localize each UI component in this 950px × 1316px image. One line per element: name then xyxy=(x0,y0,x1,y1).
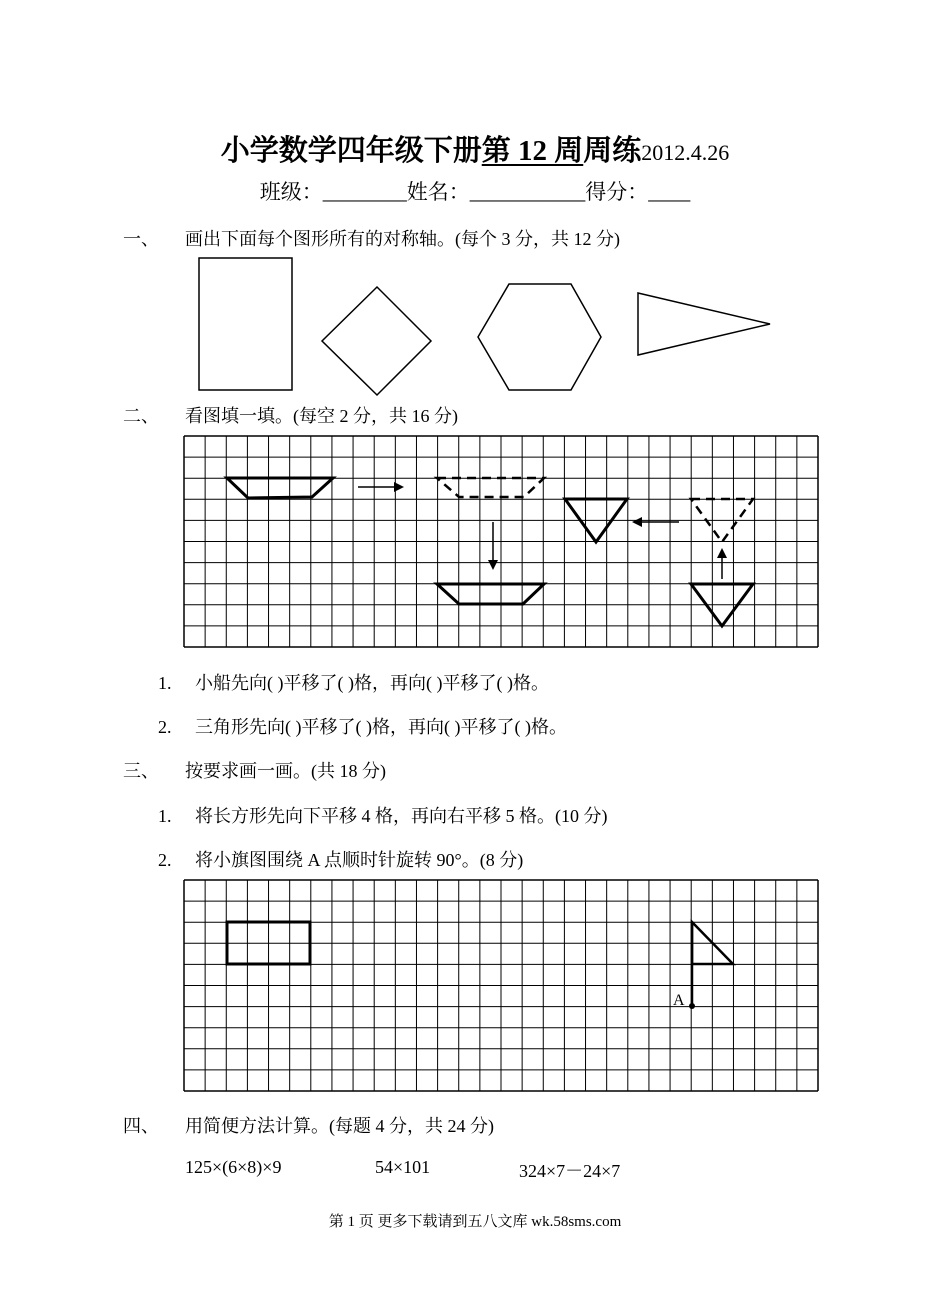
question-2-2-text: 三角形先向( )平移了( )格，再向( )平移了( )格。 xyxy=(195,717,567,737)
question-2-1-text: 小船先向( )平移了( )格，再向( )平移了( )格。 xyxy=(195,673,549,693)
boat-dashed xyxy=(437,478,544,497)
section-3-number: 三、 xyxy=(123,761,159,781)
page-title: 小学数学四年级下册第 12 周周练2012.4.26 xyxy=(220,135,730,167)
section-1-text: 画出下面每个图形所有的对称轴。(每个 3 分，共 12 分) xyxy=(185,229,620,249)
section-4-number: 四、 xyxy=(123,1116,159,1136)
section-2 xyxy=(123,402,458,428)
square-shape xyxy=(322,287,431,395)
title-week: 第 12 周 xyxy=(481,135,584,167)
title-date: 2012.4.26 xyxy=(641,140,730,165)
arrow-left xyxy=(632,517,679,527)
section-1-number: 一、 xyxy=(123,229,159,249)
grid-translation xyxy=(184,436,818,647)
expression-1: 125×(6×8)×9 xyxy=(185,1157,282,1177)
section-2-number: 二、 xyxy=(123,406,159,426)
grid-drawing xyxy=(184,880,818,1091)
arrow-up xyxy=(717,548,727,579)
rectangle-shape xyxy=(199,258,292,390)
section-3-text: 按要求画一画。(共 18 分) xyxy=(185,761,386,781)
question-3-2-text: 将小旗图围绕 A 点顺时针旋转 90°。(8 分) xyxy=(195,850,524,870)
question-3-1-text: 将长方形先向下平移 4 格，再向右平移 5 格。(10 分) xyxy=(195,806,608,826)
question-2-2: 2. 三角形先向( )平移了( )格，再向( )平移了( )格。 xyxy=(158,717,567,737)
question-3-1: 1. 将长方形先向下平移 4 格，再向右平移 5 格。(10 分) xyxy=(158,806,608,826)
arrow-down xyxy=(488,522,498,570)
point-a xyxy=(689,1003,695,1009)
question-2-1: 1. 小船先向( )平移了( )格，再向( )平移了( )格。 xyxy=(158,673,549,693)
flag-shape xyxy=(689,922,733,1009)
boat-original xyxy=(227,478,333,498)
section-3 xyxy=(123,757,386,783)
expression-3: 324×7－24×7 xyxy=(519,1161,621,1181)
boat-final xyxy=(437,584,544,604)
info-line: 班级：________姓名：___________得分：____ xyxy=(259,180,691,204)
section-2-text: 看图填一填。(每空 2 分，共 16 分) xyxy=(185,406,458,426)
point-a-label: A xyxy=(673,992,685,1009)
page-footer: 第 1 页 更多下载请到五八文库 wk.58sms.com xyxy=(328,1214,622,1230)
section-4-text: 用简便方法计算。(每题 4 分，共 24 分) xyxy=(185,1116,494,1136)
triangle-shape xyxy=(638,293,770,355)
section-4 xyxy=(123,1112,494,1138)
arrow-right xyxy=(358,482,404,492)
expression-2: 54×101 xyxy=(375,1157,431,1177)
hexagon-shape xyxy=(478,284,601,390)
question-3-2: 2. 将小旗图围绕 A 点顺时针旋转 90°。(8 分) xyxy=(158,850,524,870)
